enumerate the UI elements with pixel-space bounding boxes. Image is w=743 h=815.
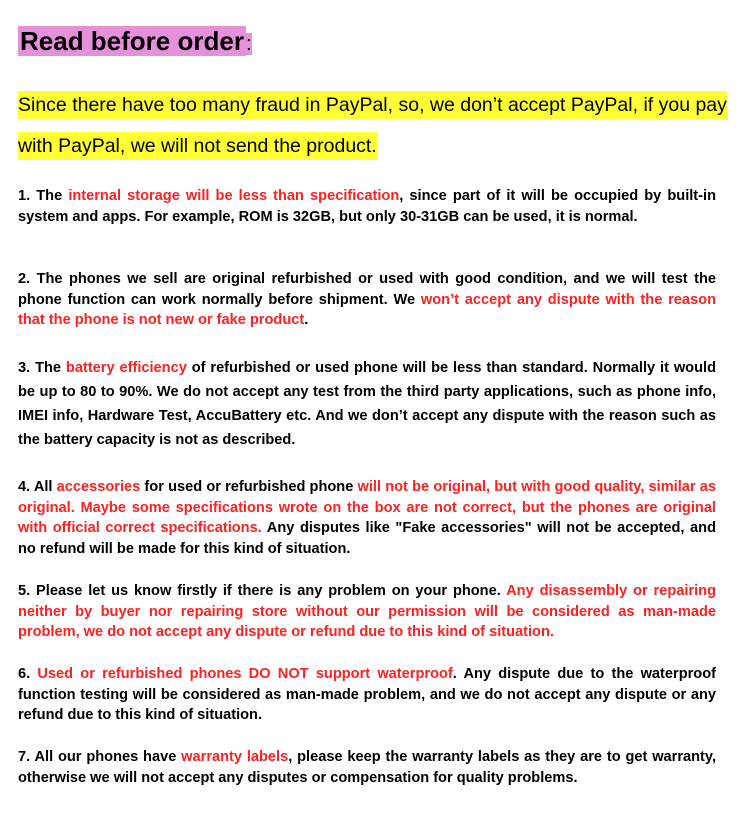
rule-7-text: 7. All our phones have xyxy=(18,749,182,765)
paypal-notice-text: Since there have too many fraud in PayPal, so, we don’t accept PayPal, if you pay with PayPal, we will not send the product. xyxy=(18,91,727,160)
rule-item-4 xyxy=(18,477,716,559)
rule-6-text: 6. xyxy=(18,666,38,682)
rule-6-warning: Used or refurbished phones DO NOT support waterproof xyxy=(37,666,453,682)
rule-7-warning: warranty labels xyxy=(181,749,289,765)
rule-3-text: 3. The xyxy=(18,360,66,376)
paypal-notice xyxy=(18,85,728,167)
rule-item-6 xyxy=(18,664,716,726)
rule-7-text-end: , please keep the warranty labels as they are to get warranty, otherwise we will not accept any disputes or compensation for quality problems. xyxy=(18,749,717,786)
rule-2-warning: won’t accept any dispute with the reason that the phone is not new or fake product xyxy=(18,291,716,328)
rule-item-2 xyxy=(18,269,716,331)
rule-3-warning: battery efficiency xyxy=(65,360,187,376)
rule-5-text: 5. Please let us know firstly if there is any problem on your phone. xyxy=(18,583,507,599)
rule-item-1 xyxy=(18,186,716,227)
rule-3-text-end: of refurbished or used phone will be less than standard. Normally it would be up to 80 to 90%. We do not accept any test from the third party applications, such as phone info, IMEI info, Hardware Test, AccuBattery etc. And we don’t accept any dispute with the reason such as the battery capacity is not as described. xyxy=(18,360,716,448)
rule-2-text: 2. The phones we sell are original refurbished or used with good condition, and we will test the phone function can work normally before shipment. We xyxy=(18,271,716,308)
rule-2-text-end: . xyxy=(304,312,309,328)
rule-4-warning-2: will not be original, but with good quality, similar as original. Maybe some specifications wrote on the box are not correct, but the phones are original with official correct specifications. xyxy=(18,479,716,536)
rule-item-3 xyxy=(18,356,716,452)
rule-4-text-mid: for used or refurbished phone xyxy=(140,479,358,495)
rule-5-warning: Any disassembly or repairing neither by buyer nor repairing store without our permission will be considered as man-made problem, we do not accept any dispute or refund due to this kind of situation. xyxy=(18,583,716,640)
title-colon: : xyxy=(245,33,252,55)
title-text: Read before order xyxy=(20,26,244,56)
rule-6-text-end: . Any dispute due to the waterproof function testing will be considered as man-made problem, and we do not accept any dispute or any refund due to this kind of situation. xyxy=(18,666,716,723)
rule-4-text: 4. All xyxy=(18,479,57,495)
rule-1-text-end: , since part of it will be occupied by built-in system and apps. For example, ROM is 32GB, but only 30-31GB can be used, it is normal. xyxy=(18,188,717,225)
rule-1-text: 1. The xyxy=(18,188,69,204)
rule-1-warning: internal storage will be less than specification xyxy=(68,188,400,204)
rule-4-text-end: Any disputes like "Fake accessories" will not be accepted, and no refund will be made for this kind of situation. xyxy=(18,520,716,557)
rule-item-7 xyxy=(18,747,716,788)
page-title xyxy=(18,24,252,61)
rule-4-warning: accessories xyxy=(56,479,141,495)
rule-item-5 xyxy=(18,581,716,643)
